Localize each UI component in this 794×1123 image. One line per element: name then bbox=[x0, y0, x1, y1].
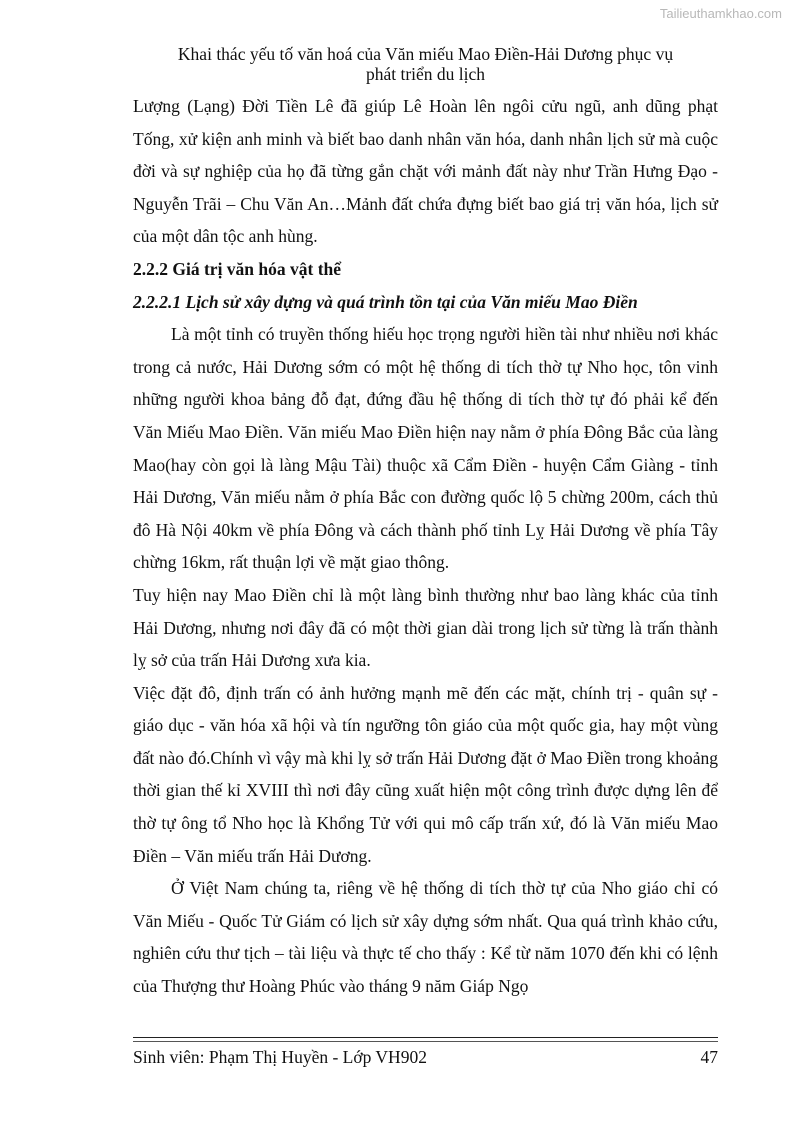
paragraph-3: Tuy hiện nay Mao Điền chỉ là một làng bình thường như bao làng khác của tỉnh Hải Dương, nhưng nơi đây đã có một thời gian dài trong lịch sử từng là trấn thành lỵ sở của trấn Hải Dương xưa kia. bbox=[133, 584, 718, 671]
header-line-2: phát triển du lịch bbox=[365, 64, 486, 84]
paragraph-5: Ở Việt Nam chúng ta, riêng về hệ thống di tích thờ tự của Nho giáo chỉ có Văn Miếu - Quốc Tử Giám có lịch sử xây dựng sớm nhất. Qua quá trình khảo cứu, nghiên cứu thư tịch – tài liệu và thực tế cho thấy : Kể từ năm 1070 đến khi có lệnh của Thượng thư Hoàng Phúc vào tháng 9 năm Giáp Ngọ bbox=[133, 878, 718, 997]
footer-divider bbox=[133, 1037, 718, 1038]
page-number: 47 bbox=[700, 1047, 718, 1067]
paragraph-1: Lượng (Lạng) Đời Tiền Lê đã giúp Lê Hoàn lên ngôi cửu ngũ, anh dũng phạt Tống, xử kiện anh minh và biết bao danh nhân văn hóa, danh nhân lịch sử mà cuộc đời và sự nghiệp của họ đã từng gắn chặt với mảnh đất này như Trần Hưng Đạo - Nguyễn Trãi – Chu Văn An…Mảnh đất chứa đựng biết bao giá trị văn hóa, lịch sử của một dân tộc anh hùng. bbox=[133, 96, 718, 247]
document-body bbox=[133, 90, 718, 1003]
page-header bbox=[133, 44, 718, 84]
header-line-1: Khai thác yếu tố văn hoá của Văn miếu Mao Điền-Hải Dương phục vụ bbox=[177, 44, 674, 64]
footer-student: Sinh viên: Phạm Thị Huyền - Lớp VH902 bbox=[133, 1047, 427, 1067]
page-footer bbox=[133, 1047, 718, 1068]
subsection-heading: 2.2.2.1 Lịch sử xây dựng và quá trình tồn tại của Văn miếu Mao Điền bbox=[133, 291, 638, 312]
watermark: Tailieuthamkhao.com bbox=[659, 6, 782, 21]
footer-divider-thin bbox=[133, 1041, 718, 1042]
section-heading: 2.2.2 Giá trị văn hóa vật thể bbox=[133, 258, 342, 279]
paragraph-4: Việc đặt đô, định trấn có ảnh hưởng mạnh mẽ đến các mặt, chính trị - quân sự - giáo dục - văn hóa xã hội và tín ngưỡng tôn giáo của một quốc gia, hay một vùng đất nào đó.Chính vì vậy mà khi lỵ sở trấn Hải Dương đặt ở Mao Điền trong khoảng thời gian thế kỉ XVIII thì nơi đây cũng xuất hiện một công trình được dựng lên để thờ tự ông tổ Nho học là Khổng Tử với qui mô cấp trấn xứ, đó là Văn miếu Mao Điền – Văn miếu trấn Hải Dương. bbox=[133, 682, 718, 866]
paragraph-2: Là một tỉnh có truyền thống hiếu học trọng người hiền tài như nhiều nơi khác trong cả nước, Hải Dương sớm có một hệ thống di tích thờ tự Nho học, tôn vinh những người khoa bảng đỗ đạt, đứng đầu hệ thống di tích thờ tự đó phải kể đến Văn Miếu Mao Điền. Văn miếu Mao Điền hiện nay nằm ở phía Đông Bắc của làng Mao(hay còn gọi là làng Mậu Tài) thuộc xã Cẩm Điền - huyện Cẩm Giàng - tỉnh Hải Dương, Văn miếu nằm ở phía Bắc con đường quốc lộ 5 chừng 200m, cách thủ đô Hà Nội 40km về phía Đông và cách thành phố tỉnh Lỵ Hải Dương về phía Tây chừng 16km, rất thuận lợi về mặt giao thông. bbox=[133, 324, 718, 573]
